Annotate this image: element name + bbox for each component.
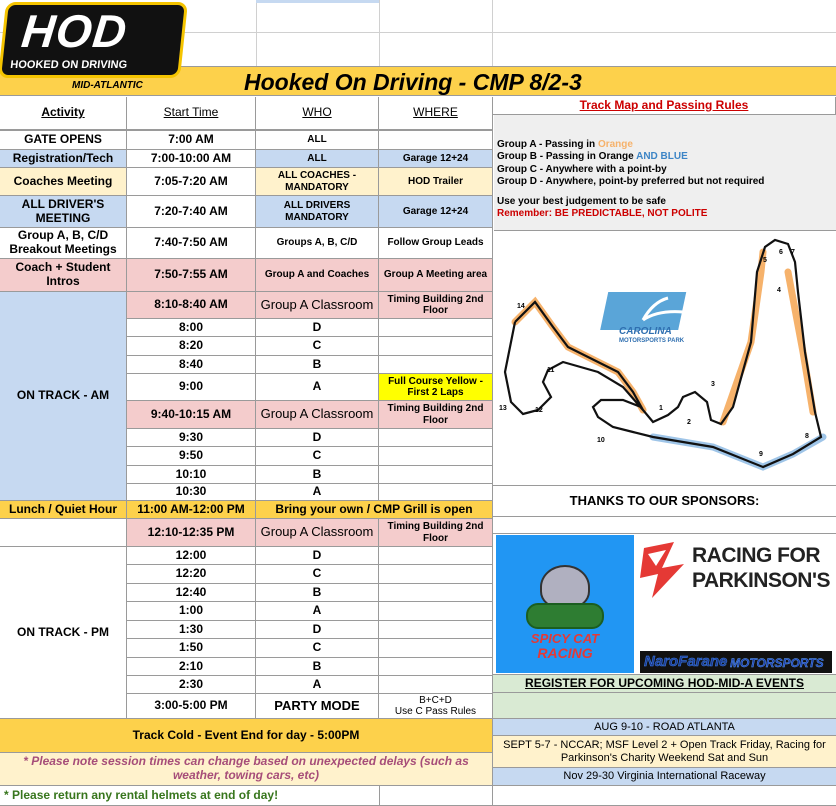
pm-time: 1:50 [127, 639, 256, 658]
pm-time: 12:40 [127, 584, 256, 602]
am-who: C [256, 447, 379, 466]
rule-group-b: Group B - Passing in Orange AND BLUE [497, 151, 688, 163]
spicy-line1: SPICY CAT [530, 631, 600, 646]
pm-who: A [256, 676, 379, 694]
am-where [379, 466, 493, 484]
sponsors-spacer [493, 517, 836, 534]
pm-where [379, 621, 493, 639]
post-lunch-time: 12:10-12:35 PM [127, 519, 256, 547]
turn-label: 12 [535, 407, 543, 414]
am-who: C [256, 337, 379, 356]
rule-group-c: Group C - Anywhere with a point-by [497, 163, 667, 175]
parkinsons-flag-icon [640, 540, 688, 600]
pm-who: B [256, 584, 379, 602]
am-time: 8:20 [127, 337, 256, 356]
coaches-time: 7:05-7:20 AM [127, 168, 256, 196]
am-who: D [256, 319, 379, 337]
pm-time: 2:30 [127, 676, 256, 694]
sponsors-title: THANKS TO OUR SPONSORS: [493, 487, 836, 517]
lunch-activity: Lunch / Quiet Hour [0, 501, 127, 519]
turn-label: 3 [711, 381, 715, 388]
am-time: 10:30 [127, 484, 256, 501]
parkinsons-line1: RACING FOR [692, 544, 820, 567]
pm-where [379, 676, 493, 694]
registration-who: ALL [256, 150, 379, 168]
am-who: B [256, 356, 379, 374]
track-map-svg [493, 232, 836, 486]
coaches-activity: Coaches Meeting [0, 168, 127, 196]
gate-who: ALL [256, 130, 379, 150]
turn-label: 14 [517, 303, 525, 310]
col-header-activity: Activity [0, 97, 127, 130]
party-where-line2: Use C Pass Rules [394, 706, 477, 717]
am-who: B [256, 466, 379, 484]
am-time: 9:00 [127, 374, 256, 401]
breakout-activity: Group A, B, C/D Breakout Meetings [0, 228, 127, 259]
coaches-who: ALL COACHES - MANDATORY [256, 168, 379, 196]
on-track-am-label: ON TRACK - AM [0, 292, 127, 501]
am-who: Group A Classroom [256, 292, 379, 319]
pm-where [379, 602, 493, 621]
pm-time: 12:00 [127, 547, 256, 565]
intros-activity: Coach + Student Intros [0, 259, 127, 292]
events-title[interactable]: REGISTER FOR UPCOMING HOD-MID-A EVENTS [493, 674, 836, 693]
am-where [379, 484, 493, 501]
turn-label: 11 [547, 367, 555, 374]
helmet-note-spacer [380, 786, 493, 806]
track-cold: Track Cold - Event End for day - 5:00PM [0, 719, 493, 753]
turn-label: 9 [759, 451, 763, 458]
am-time: 8:00 [127, 319, 256, 337]
on-track-pm-label: ON TRACK - PM [0, 547, 127, 719]
am-time: 9:50 [127, 447, 256, 466]
coaches-where: HOD Trailer [379, 168, 493, 196]
rule-judgement: Use your best judgement to be safe [497, 196, 666, 208]
col-header-who: WHO [256, 97, 379, 130]
events-footer [493, 786, 836, 806]
turn-label: 13 [499, 405, 507, 412]
gate-time: 7:00 AM [127, 130, 256, 150]
turn-label: 10 [597, 437, 605, 444]
drivers-where: Garage 12+24 [379, 196, 493, 228]
post-lunch-who: Group A Classroom [256, 519, 379, 547]
am-who: Group A Classroom [256, 401, 379, 429]
drivers-activity: ALL DRIVER'S MEETING [0, 196, 127, 228]
registration-where: Garage 12+24 [379, 150, 493, 168]
pm-where [379, 658, 493, 676]
am-time: 8:10-8:40 AM [127, 292, 256, 319]
am-where: Timing Building 2nd Floor [379, 401, 493, 429]
lunch-note: Bring your own / CMP Grill is open [256, 501, 493, 519]
party-where-line1: B+C+D [419, 694, 452, 706]
turn-label: 2 [687, 419, 691, 426]
event-item-road-atlanta[interactable]: AUG 9-10 - ROAD ATLANTA [493, 719, 836, 736]
breakout-where: Follow Group Leads [379, 228, 493, 259]
schedule-note: * Please note session times can change based on unexpected delays (such as weather, towing cars, etc) [0, 753, 493, 786]
track-map [493, 232, 836, 486]
hod-logo [0, 2, 188, 78]
intros-who: Group A and Coaches [256, 259, 379, 292]
pm-who: A [256, 602, 379, 621]
events-spacer [493, 693, 836, 719]
am-where [379, 429, 493, 447]
am-where: Timing Building 2nd Floor [379, 292, 493, 319]
am-where-fcy: Full Course Yellow - First 2 Laps [379, 374, 493, 401]
am-where [379, 447, 493, 466]
cmp-logo [600, 292, 686, 344]
event-item-nccar[interactable]: SEPT 5-7 - NCCAR; MSF Level 2 + Open Track Friday, Racing for Parkinson's Charity Weekend Sat and Sun [493, 736, 836, 768]
narofarane-logo [640, 651, 832, 673]
helmet-note: * Please return any rental helmets at end of day! [0, 786, 380, 806]
logo-subtitle: HOOKED ON DRIVING [9, 59, 128, 71]
spicy-cat-logo [496, 535, 634, 673]
turn-label: 5 [763, 257, 767, 264]
drivers-time: 7:20-7:40 AM [127, 196, 256, 228]
am-who: D [256, 429, 379, 447]
rules-title: Track Map and Passing Rules [493, 97, 836, 115]
col-header-start-time: Start Time [127, 97, 256, 130]
breakout-who: Groups A, B, C/D [256, 228, 379, 259]
gate-activity: GATE OPENS [0, 130, 127, 150]
rule-group-a: Group A - Passing in Orange [497, 139, 633, 150]
registration-time: 7:00-10:00 AM [127, 150, 256, 168]
pm-where [379, 547, 493, 565]
rule-group-d: Group D - Anywhere, point-by preferred but not required [497, 175, 765, 187]
turn-label: 8 [805, 433, 809, 440]
pm-who: D [256, 621, 379, 639]
cmp-logo-top: CAROLINA [619, 326, 672, 337]
pm-time: 1:30 [127, 621, 256, 639]
party-where [379, 694, 493, 719]
narofarane-text1: NaroFarane [644, 653, 728, 670]
rule-remember: Remember: BE PREDICTABLE, NOT POLITE [497, 208, 708, 220]
party-time: 3:00-5:00 PM [127, 694, 256, 719]
party-who: PARTY MODE [256, 694, 379, 719]
intros-where: Group A Meeting area [379, 259, 493, 292]
narofarane-text2: MOTORSPORTS [730, 656, 824, 670]
racing-for-parkinsons-logo [640, 538, 834, 600]
pm-who: B [256, 658, 379, 676]
lunch-time: 11:00 AM-12:00 PM [127, 501, 256, 519]
page-title: Hooked On Driving - CMP 8/2-3 [244, 69, 582, 95]
orange-zone-right [788, 272, 813, 412]
gate-where [379, 130, 493, 150]
spicy-line2: RACING [537, 645, 593, 661]
post-lunch-activity [0, 519, 127, 547]
pm-time: 1:00 [127, 602, 256, 621]
am-time: 10:10 [127, 466, 256, 484]
pm-where [379, 639, 493, 658]
drivers-who: ALL DRIVERS MANDATORY [256, 196, 379, 228]
am-who: A [256, 484, 379, 501]
am-time: 8:40 [127, 356, 256, 374]
am-who: A [256, 374, 379, 401]
pm-where [379, 565, 493, 584]
pm-time: 2:10 [127, 658, 256, 676]
post-lunch-where: Timing Building 2nd Floor [379, 519, 493, 547]
pm-who: D [256, 547, 379, 565]
am-where [379, 319, 493, 337]
turn-label: 6 [779, 249, 783, 256]
am-time: 9:30 [127, 429, 256, 447]
logo-region: MID-ATLANTIC [72, 80, 143, 91]
col-header-where: WHERE [379, 97, 493, 130]
car-icon [526, 603, 604, 629]
registration-activity: Registration/Tech [0, 150, 127, 168]
pm-time: 12:20 [127, 565, 256, 584]
pm-where [379, 584, 493, 602]
event-item-vir[interactable]: Nov 29-30 Virginia International Raceway [493, 768, 836, 786]
logo-text: HOD [19, 5, 130, 57]
am-time: 9:40-10:15 AM [127, 401, 256, 429]
breakout-time: 7:40-7:50 AM [127, 228, 256, 259]
pm-who: C [256, 639, 379, 658]
turn-label: 7 [791, 249, 795, 256]
turn-label: 1 [659, 405, 663, 412]
track-outline [505, 240, 821, 467]
turn-label: 4 [777, 287, 781, 294]
parkinsons-line2: PARKINSON'S [692, 569, 830, 592]
passing-rules [494, 115, 836, 231]
cmp-logo-bottom: MOTORSPORTS PARK [619, 338, 685, 344]
am-where [379, 356, 493, 374]
pm-who: C [256, 565, 379, 584]
am-where [379, 337, 493, 356]
intros-time: 7:50-7:55 AM [127, 259, 256, 292]
